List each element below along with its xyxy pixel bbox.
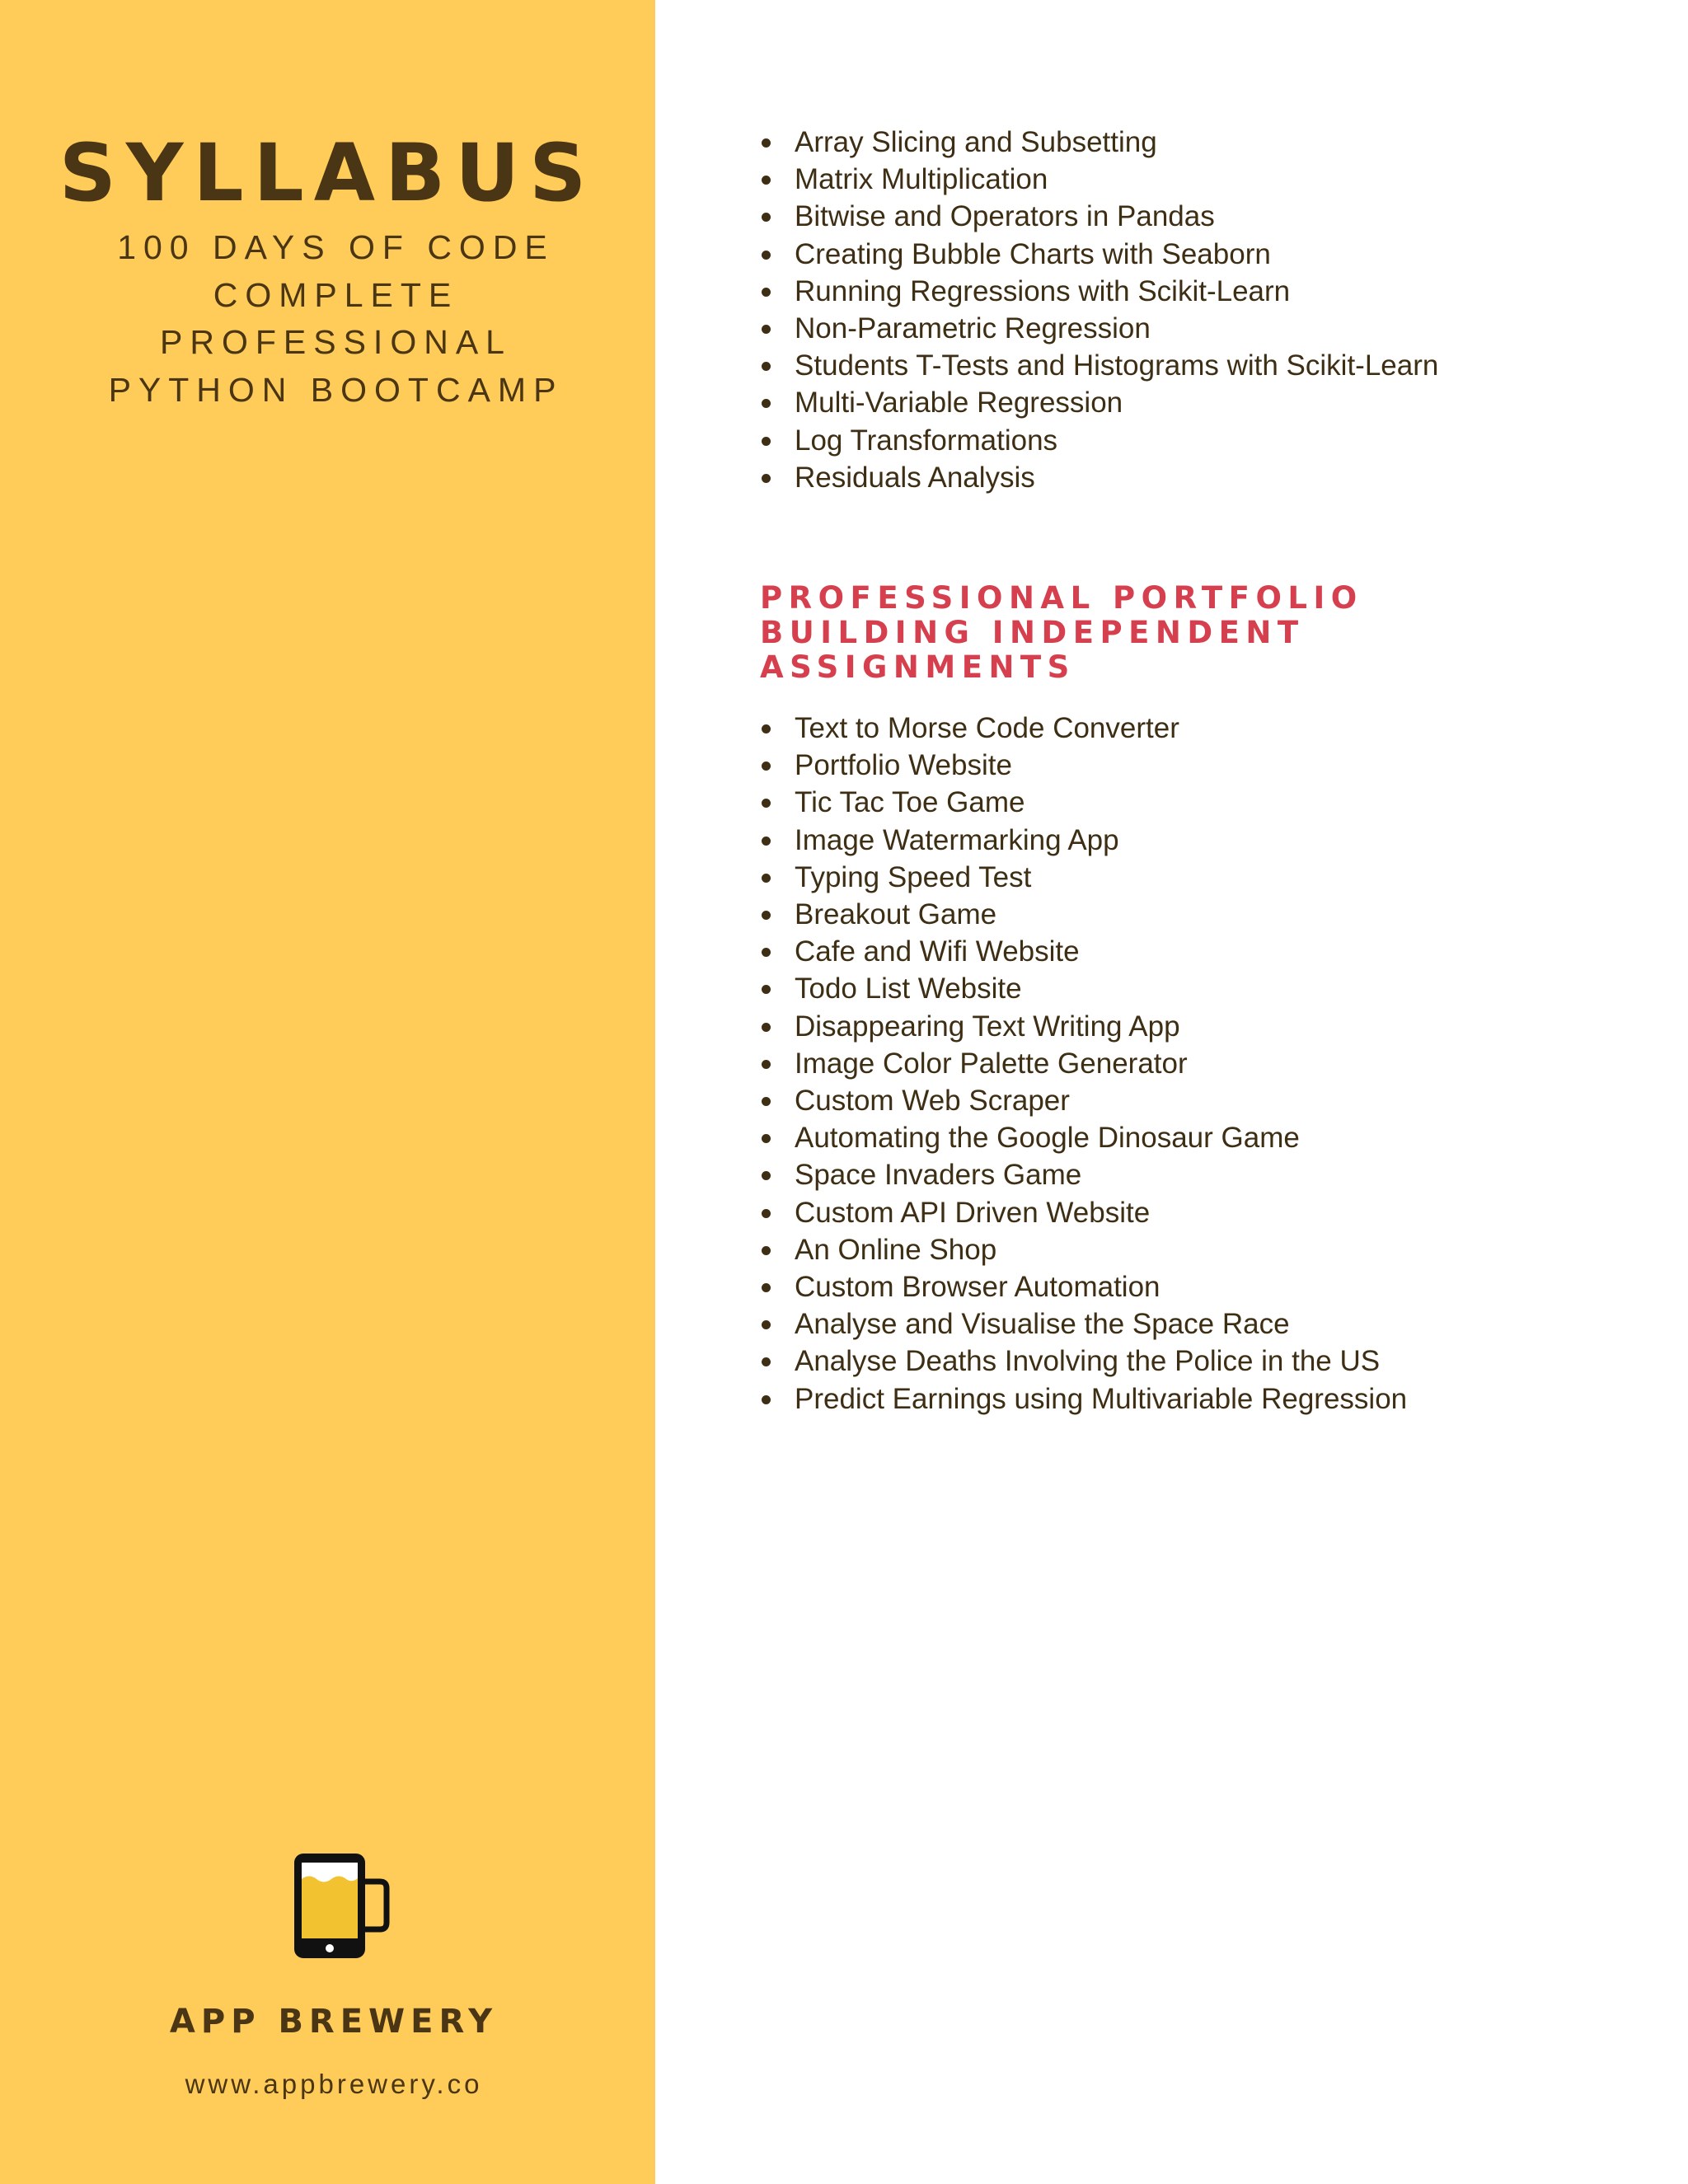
list-item: Text to Morse Code Converter: [758, 710, 1407, 747]
list-item: Non-Parametric Regression: [758, 310, 1438, 347]
subtitle-line: COMPLETE: [213, 275, 459, 314]
portfolio-heading: [760, 581, 1584, 685]
brand-url: www.appbrewery.co: [185, 2069, 483, 2099]
list-item: Tic Tac Toe Game: [758, 784, 1407, 821]
list-item: Multi-Variable Regression: [758, 384, 1438, 421]
list-item: Creating Bubble Charts with Seaborn: [758, 236, 1438, 273]
list-item: Predict Earnings using Multivariable Regression: [758, 1380, 1407, 1418]
list-item: Automating the Google Dinosaur Game: [758, 1119, 1407, 1156]
heading-line: BUILDING INDEPENDENT: [760, 615, 1305, 650]
list-item: Residuals Analysis: [758, 459, 1438, 496]
list-item: Analyse and Visualise the Space Race: [758, 1305, 1407, 1343]
list-item: An Online Shop: [758, 1231, 1407, 1268]
phone-mug-icon: [291, 1850, 390, 1961]
subtitle-line: 100 DAYS OF CODE: [117, 228, 555, 266]
list-item: Breakout Game: [758, 896, 1407, 933]
list-item: Image Color Palette Generator: [758, 1045, 1407, 1082]
portfolio-list: [758, 710, 1407, 1418]
brand-name: APP BREWERY: [169, 2003, 499, 2041]
list-item: Image Watermarking App: [758, 822, 1407, 859]
list-item: Space Invaders Game: [758, 1156, 1407, 1193]
sidebar: [0, 0, 655, 2184]
list-item: Custom API Driven Website: [758, 1194, 1407, 1231]
list-item: Bitwise and Operators in Pandas: [758, 198, 1438, 235]
list-item: Log Transformations: [758, 422, 1438, 459]
heading-line: ASSIGNMENTS: [760, 649, 1076, 685]
subtitle-line: PROFESSIONAL: [160, 323, 512, 361]
course-subtitle: [49, 224, 622, 414]
subtitle-line: PYTHON BOOTCAMP: [108, 370, 564, 409]
list-item: Custom Browser Automation: [758, 1268, 1407, 1305]
topics-list: [758, 124, 1438, 496]
list-item: Students T-Tests and Histograms with Scikit-Learn: [758, 347, 1438, 384]
list-item: Cafe and Wifi Website: [758, 933, 1407, 970]
list-item: Running Regressions with Scikit-Learn: [758, 273, 1438, 310]
list-item: Array Slicing and Subsetting: [758, 124, 1438, 161]
list-item: Custom Web Scraper: [758, 1082, 1407, 1119]
list-item: Portfolio Website: [758, 747, 1407, 784]
page-title: SYLLABUS: [59, 127, 597, 219]
heading-line: PROFESSIONAL PORTFOLIO: [760, 580, 1363, 616]
list-item: Todo List Website: [758, 970, 1407, 1007]
list-item: Analyse Deaths Involving the Police in the US: [758, 1343, 1407, 1380]
list-item: Disappearing Text Writing App: [758, 1008, 1407, 1045]
list-item: Typing Speed Test: [758, 859, 1407, 896]
list-item: Matrix Multiplication: [758, 161, 1438, 198]
